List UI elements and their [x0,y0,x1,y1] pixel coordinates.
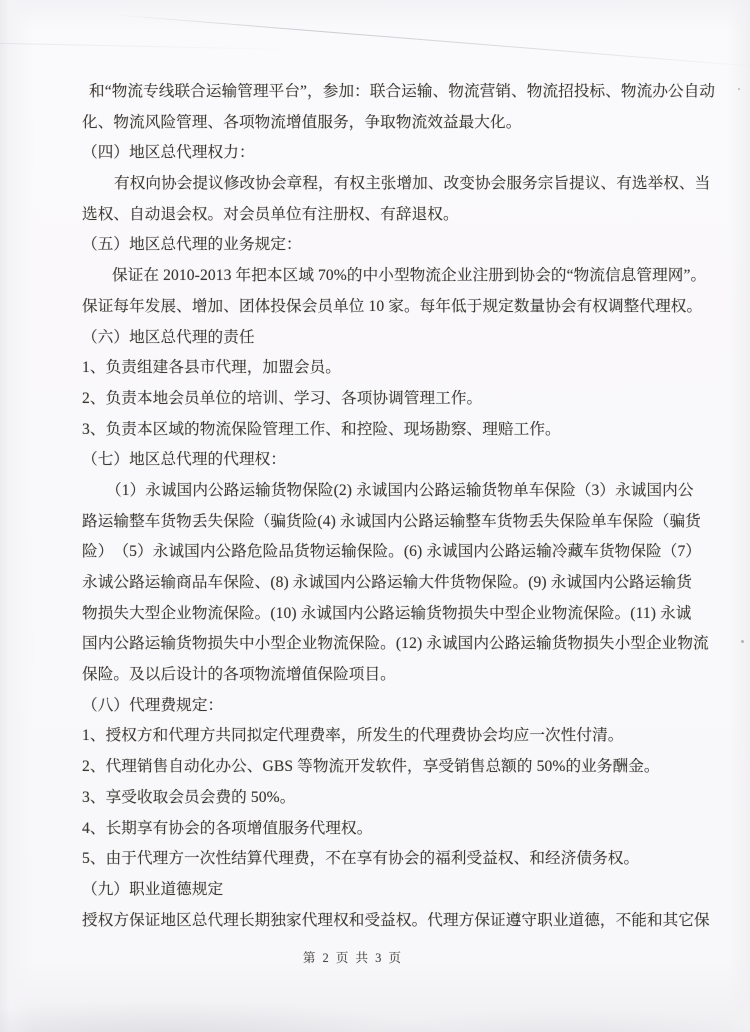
paper-crease [0,43,300,50]
text-line: 永诚公路运输商品车保险、(8) 永诚国内公路运输大件货物保险。(9) 永诚国内公路运输货 [82,574,692,591]
page-number-footer: 第 2 页 共 3 页 [302,951,404,965]
section-heading: （五）地区总代理的业务规定： [82,236,302,254]
text-line: 路运输整车货物丢失保险（骗货险(4) 永诚国内公路运输整车货物丢失保险单车保险（骗货 [82,512,701,530]
text-line: 化、物流风险管理、各项物流增值服务，争取物流效益最大化。 [82,113,522,131]
text-line: 保证在 2010-2013 年把本区域 70%的中小型物流企业注册到协会的“物流信息管理网”。 [112,267,707,285]
text-line: 国内公路运输货物损失中小型企业物流保险。(12) 永诚国内公路运输货物损失小型企业物流 [82,635,709,653]
text-line: 和“物流专线联合运输管理平台”，参加：联合运输、物流营销、物流招投标、物流办公自动 [89,83,716,100]
list-item: 1、负责组建各县市代理，加盟会员。 [82,359,341,377]
text-line: 授权方保证地区总代理长期独家代理权和受益权。代理方保证遵守职业道德，不能和其它保 [82,911,710,929]
section-heading: （九）职业道德规定 [82,880,224,898]
document-body [82,77,722,936]
list-item: 4、长期享有协会的各项增值服务代理权。 [82,819,373,837]
text-line: （1）永诚国内公路运输货物保险(2) 永诚国内公路运输货物单车保险（3）永诚国内公 [106,481,694,499]
text-line: 有权向协会提议修改协会章程，有权主张增加、改变协会服务宗旨提议、有选举权、当 [114,175,711,193]
list-item: 2、负责本地会员单位的培训、学习、各项协调管理工作。 [82,389,483,407]
list-item: 5、由于代理方一次性结算代理费，不在享有协会的福利受益权、和经济债务权。 [82,850,640,868]
list-item: 1、授权方和代理方共同拟定代理费率，所发生的代理费协会均应一次性付清。 [82,727,624,745]
text-line: 保证每年发展、增加、团体投保会员单位 10 家。每年低于规定数量协会有权调整代理权。 [82,297,703,315]
text-line: 物损失大型企业物流保险。(10) 永诚国内公路运输货物损失中型企业物流保险。(11) 永诚 [82,604,692,622]
section-heading: （六）地区总代理的责任 [82,328,255,346]
text-line: 保险。及以后设计的各项物流增值保险项目。 [82,666,396,684]
list-item: 3、享受收取会员会费的 50%。 [82,788,296,806]
section-heading: （八）代理费规定： [82,696,224,714]
scan-speck [738,88,740,90]
paper-crease [110,14,750,68]
text-line: 险） （5）永诚国内公路危险品货物运输保险。(6) 永诚国内公路运输冷藏车货物保险（7） [82,543,702,561]
scan-speck [741,640,744,643]
section-heading: （四）地区总代理权力： [82,144,255,162]
text-line: 选权、自动退会权。对会员单位有注册权、有辞退权。 [82,205,459,223]
section-heading: （七）地区总代理的代理权： [82,451,287,469]
list-item: 2、代理销售自动化办公、GBS 等物流开发软件，享受销售总额的 50%的业务酬金。 [82,758,660,776]
list-item: 3、负责本区域的物流保险管理工作、和控险、现场勘察、理赔工作。 [82,420,561,438]
